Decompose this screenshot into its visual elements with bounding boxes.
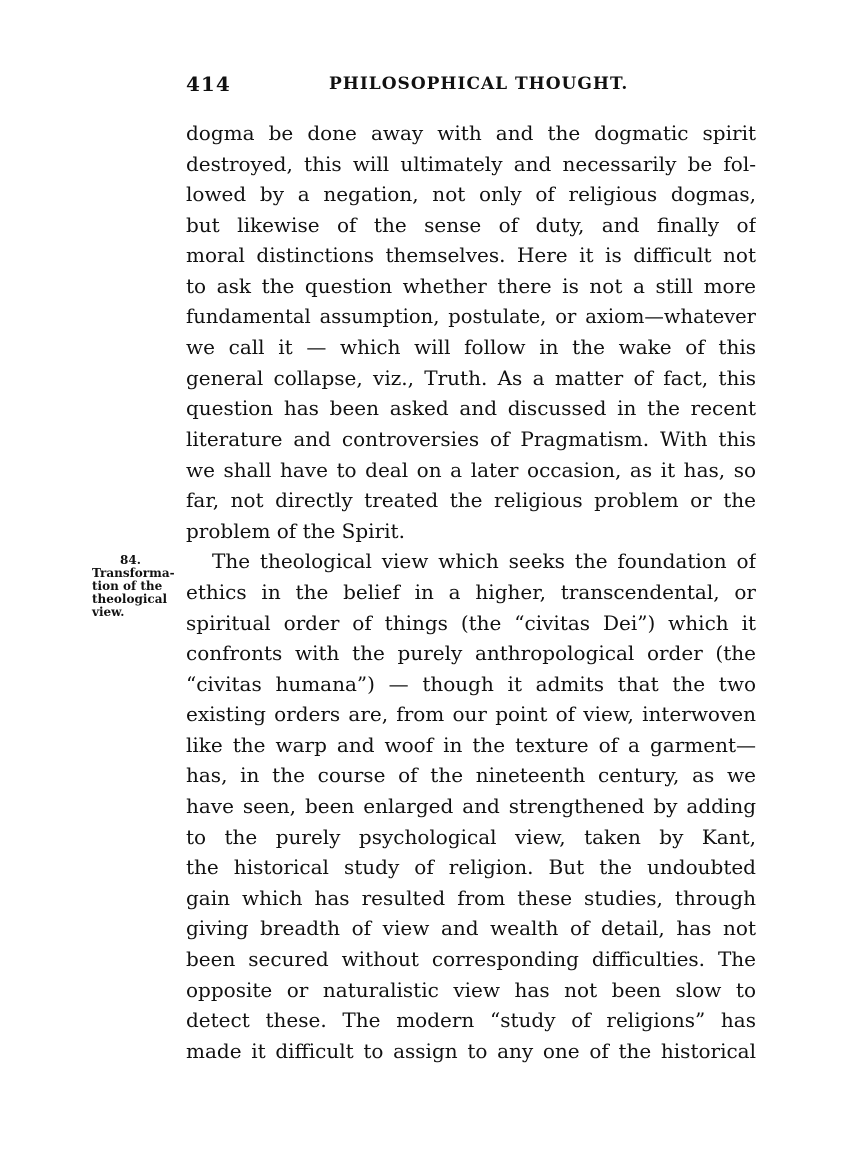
text-line: problem of the Spirit.	[186, 518, 405, 543]
text-line: has, in the course of the nineteenth century, as we	[186, 763, 756, 788]
text-line: confronts with the purely anthropological order (the	[186, 641, 756, 666]
page-header	[186, 72, 756, 102]
text-line: to the purely psychological view, taken by Kant,	[186, 824, 756, 849]
text-line: giving breadth of view and wealth of detail, has not	[186, 916, 756, 941]
text-line: The theological view which seeks the foundation of	[212, 549, 756, 574]
text-line: literature and controversies of Pragmatism. With this	[186, 426, 756, 451]
text-line: to ask the question whether there is not a still more	[186, 273, 756, 298]
text-line: fundamental assumption, postulate, or axiom—whatever	[186, 304, 756, 328]
margin-note-line: theological	[92, 592, 168, 606]
text-line: spiritual order of things (the “civitas Dei”) which it	[186, 610, 756, 635]
text-line: detect these. The modern “study of religions” has	[186, 1008, 756, 1033]
text-line: “civitas humana”) — though it admits that the two	[186, 671, 756, 696]
text-line: we shall have to deal on a later occasion, as it has, so	[186, 457, 756, 482]
text-line: moral distinctions themselves. Here it is difficult not	[186, 243, 756, 268]
text-line: but likewise of the sense of duty, and finally of	[186, 212, 756, 237]
running-head: PHILOSOPHICAL THOUGHT.	[329, 74, 629, 94]
text-line: dogma be done away with and the dogmatic spirit	[186, 121, 756, 145]
margin-note-number: 84.	[120, 553, 141, 567]
text-line: gain which has resulted from these studies, through	[186, 885, 756, 910]
margin-note-line: Transforma-	[92, 566, 175, 580]
margin-note	[92, 554, 182, 619]
text-line: existing orders are, from our point of view, interwoven	[186, 702, 756, 727]
text-line: made it difficult to assign to any one of the historical	[186, 1038, 756, 1063]
text-line: have seen, been enlarged and strengthened by adding	[186, 794, 756, 819]
page-number: 414	[186, 72, 231, 96]
margin-note-line: tion of the	[92, 579, 163, 593]
text-line: like the warp and woof in the texture of a garment—	[186, 732, 756, 757]
text-line: been secured without corresponding difficulties. The	[186, 947, 756, 972]
text-line: question has been asked and discussed in the recent	[186, 396, 756, 421]
text-line: we call it — which will follow in the wake of this	[186, 335, 756, 360]
text-line: opposite or naturalistic view has not been slow to	[186, 977, 756, 1002]
text-line: lowed by a negation, not only of religious dogmas,	[186, 182, 756, 207]
text-line: the historical study of religion. But the undoubted	[186, 855, 756, 880]
text-line: ethics in the belief in a higher, transcendental, or	[186, 579, 756, 604]
body-text	[186, 118, 756, 1066]
text-line: general collapse, viz., Truth. As a matter of fact, this	[186, 365, 756, 390]
margin-note-line: view.	[92, 605, 125, 619]
text-line: destroyed, this will ultimately and necessarily be fol-	[186, 151, 756, 176]
text-line: far, not directly treated the religious problem or the	[186, 488, 756, 513]
